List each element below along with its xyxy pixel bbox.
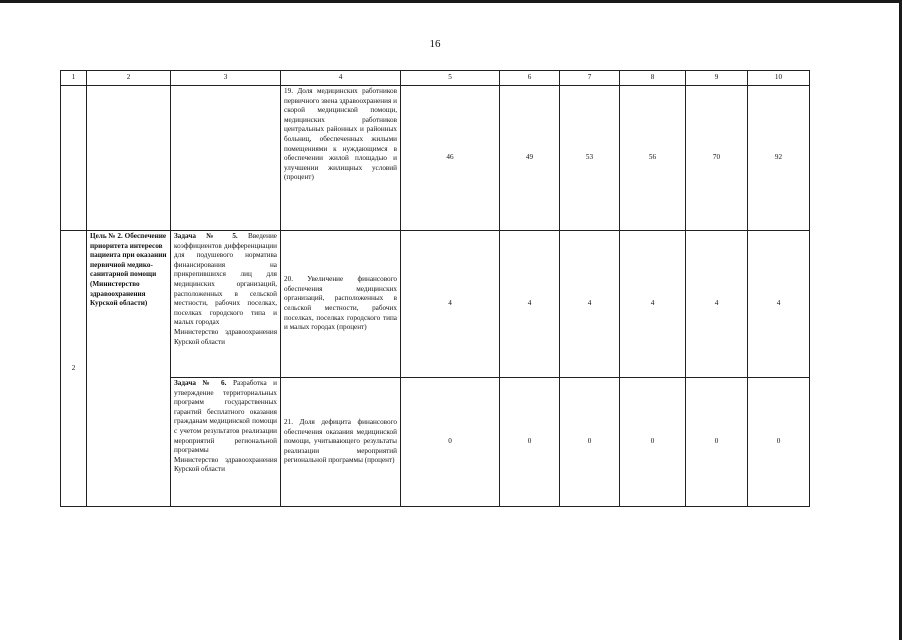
value-cell: 0 xyxy=(560,378,620,507)
value-cell: 0 xyxy=(748,378,810,507)
task-cell xyxy=(171,231,281,378)
task-cell xyxy=(171,86,281,231)
value-cell: 0 xyxy=(500,378,560,507)
task-text: Разработка и утверждение территориальных программ государственных гарантий бесплатного оказания гражданам медицинской помощи с учетом результатов реализации мероприятий региональной программы xyxy=(174,379,278,455)
value-cell: 53 xyxy=(560,86,620,231)
task-text: Введение коэффициентов дифференциации для подушевого норматива финансирования на прикрепившихся лиц для медицинских организаций, расположенных в сельской местности, рабочих поселках, поселках городского типа и малых городах xyxy=(174,232,278,327)
value-cell: 4 xyxy=(748,231,810,378)
table-row xyxy=(61,86,810,231)
column-header: 1 xyxy=(61,71,87,86)
value-cell: 0 xyxy=(401,378,500,507)
goal-cell xyxy=(87,86,171,231)
column-header: 6 xyxy=(500,71,560,86)
row-number-cell: 2 xyxy=(61,231,87,507)
indicator-table xyxy=(60,70,810,507)
value-cell: 56 xyxy=(620,86,686,231)
value-cell: 4 xyxy=(401,231,500,378)
value-cell: 46 xyxy=(401,86,500,231)
column-header: 9 xyxy=(686,71,748,86)
task-owner: Министерство здравоохранения Курской области xyxy=(174,327,277,346)
table-row xyxy=(61,231,810,378)
column-header: 8 xyxy=(620,71,686,86)
value-cell: 92 xyxy=(748,86,810,231)
column-header: 7 xyxy=(560,71,620,86)
task-heading: Задача № 5. xyxy=(174,232,238,240)
indicator-cell: 19. Доля медицинских работников первичного звена здравоохранения и скорой медицинской помощи, медицинских работников центральных районных и районных больниц, обеспеченных жилыми помещениями к нуждающимся в обеспечении жилой площадью и улучшении жилищных условий (процент) xyxy=(281,86,401,231)
value-cell: 0 xyxy=(686,378,748,507)
value-cell: 0 xyxy=(620,378,686,507)
value-cell: 4 xyxy=(500,231,560,378)
row-number-cell xyxy=(61,86,87,231)
value-cell: 4 xyxy=(620,231,686,378)
indicator-cell: 20. Увеличение финансового обеспечения медицинских организаций, расположенных в сельской местности, рабочих поселках, поселках городского типа и малых городах (процент) xyxy=(281,231,401,378)
indicator-cell: 21. Доля дефицита финансового обеспечения оказания медицинской помощи, учитывающего результаты реализации мероприятий региональной программы (процент) xyxy=(281,378,401,507)
column-header: 5 xyxy=(401,71,500,86)
scan-edge-top xyxy=(0,0,902,3)
task-heading: Задача № 6. xyxy=(174,379,227,387)
task-cell xyxy=(171,378,281,507)
task-owner: Министерство здравоохранения Курской области xyxy=(174,455,277,474)
value-cell: 49 xyxy=(500,86,560,231)
value-cell: 4 xyxy=(686,231,748,378)
column-header: 3 xyxy=(171,71,281,86)
column-header: 10 xyxy=(748,71,810,86)
column-number-row xyxy=(61,71,810,86)
value-cell: 4 xyxy=(560,231,620,378)
page-number: 16 xyxy=(429,38,441,50)
column-header: 4 xyxy=(281,71,401,86)
table-row xyxy=(61,378,810,507)
value-cell: 70 xyxy=(686,86,748,231)
goal-cell: Цель № 2. Обеспечение приоритета интересов пациента при оказании первичной медико-санитарной помощи (Министерство здравоохранения Курской области) xyxy=(87,231,171,507)
column-header: 2 xyxy=(87,71,171,86)
